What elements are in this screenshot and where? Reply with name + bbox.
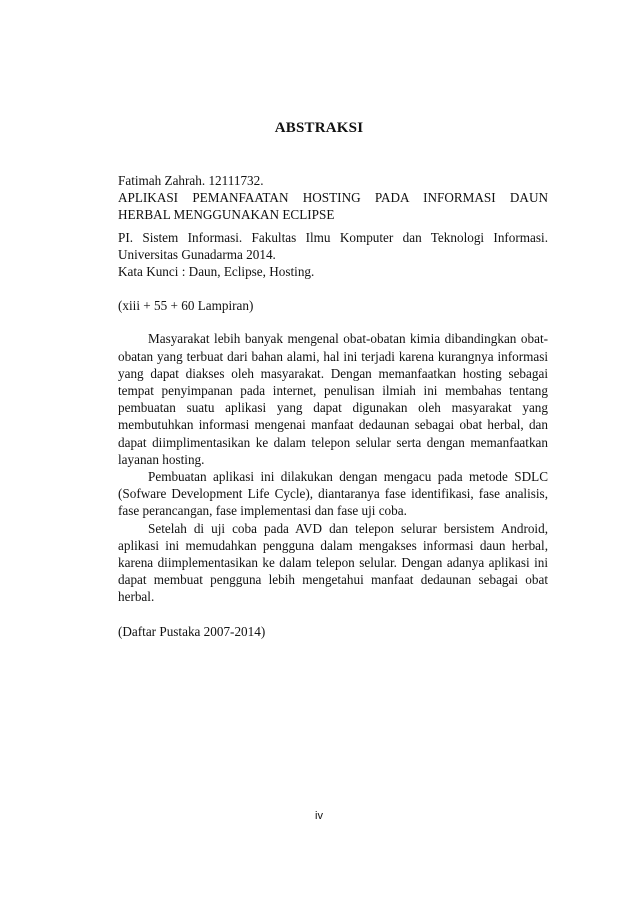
keywords-line: Kata Kunci : Daun, Eclipse, Hosting. [118, 264, 315, 280]
page-title: ABSTRAKSI [274, 120, 364, 136]
page-count: (xiii + 55 + 60 Lampiran) [118, 298, 254, 314]
abstract-paragraph-2: Pembuatan aplikasi ini dilakukan dengan mengacu pada metode SDLC (Sofware Development Life Cycle), diantaranya fase identifikasi, fase analisis, fase perancangan, fase implementasi dan fase uji coba. [118, 469, 548, 519]
abstract-content [118, 172, 548, 640]
program-block [118, 229, 548, 281]
author-block [118, 172, 548, 224]
program-line-1: PI. Sistem Informasi. Fakultas Ilmu Komputer dan Teknologi Informasi. [118, 229, 548, 245]
thesis-title-line-2: HERBAL MENGGUNAKAN ECLIPSE [118, 207, 335, 223]
page-number: iv [315, 810, 323, 822]
author-line: Fatimah Zahrah. 12111732. [118, 173, 264, 188]
program-line-2: Universitas Gunadarma 2014. [118, 246, 276, 262]
abstract-paragraph-1: Masyarakat lebih banyak mengenal obat-obatan kimia dibandingkan obat-obatan yang terbuat dari bahan alami, hal ini terjadi karena kurangnya informasi yang dapat diakses oleh masyarakat. Dengan memanfaatkan hosting sebagai tempat penyimpanan pada internet, penulisan ilmiah ini membahas tentang pembuatan suatu aplikasi yang dapat digunakan oleh masyarakat yang membutuhkan informasi mengenai manfaat dedaunan sebagai obat herbal, dan dapat diimplimentasikan ke dalam telepon selular serta dengan memanfaatkan layanan hosting. [118, 331, 548, 467]
bibliography-note: (Daftar Pustaka 2007-2014) [118, 623, 266, 639]
abstract-paragraph-3: Setelah di uji coba pada AVD dan telepon selurar bersistem Android, aplikasi ini memudahkan pengguna dalam mengakses informasi daun herbal, karena diimplementasikan ke dalam telepon selular. Dengan adanya aplikasi ini dapat membuat pengguna lebih mengetahui manfaat dedaunan sebagai obat herbal. [118, 520, 548, 605]
thesis-title-line-1: APLIKASI PEMANFAATAN HOSTING PADA INFORMASI DAUN [118, 190, 548, 206]
